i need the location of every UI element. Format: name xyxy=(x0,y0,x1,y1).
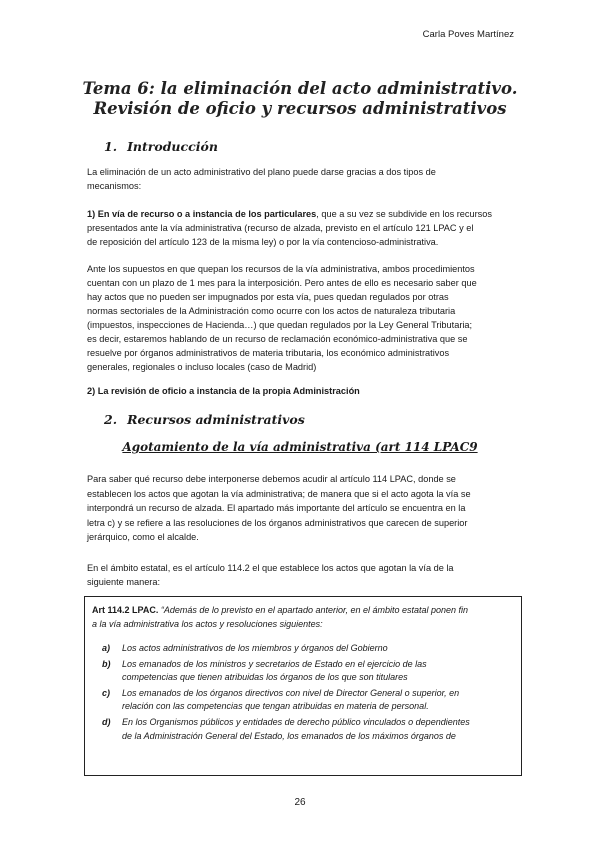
section-1-title: Introducción xyxy=(127,139,218,154)
item-text: competencias que tienen atribuidas los órganos de los que son titulares xyxy=(122,672,408,683)
text-line: En el ámbito estatal, es el artículo 114.2 el que establece los actos que agotan la vía de la xyxy=(87,563,454,573)
text-line: presentados ante la vía administrativa (recurso de alzada, previsto en el artículo 121 LPAC y el xyxy=(87,223,474,233)
item-text: relación con las competencias que tengan atribuidas en materia de personal. xyxy=(122,701,429,712)
quote-item-list xyxy=(92,642,516,745)
recursos-paragraph xyxy=(87,262,519,374)
article-reference: Art 114.2 LPAC. xyxy=(92,605,159,615)
page-number: 26 xyxy=(294,797,306,808)
list-item xyxy=(92,687,516,714)
text-line: generales, regionales o incluso locales (caso de Madrid) xyxy=(87,362,317,372)
item-marker: a) xyxy=(102,643,111,653)
document-title-line-1: Tema 6: la eliminación del acto administrativo. xyxy=(82,79,518,98)
article-quote-box xyxy=(84,596,522,776)
text-line: (impuestos, inspecciones de Hacienda…) que quedan regulados por la Ley General Tributaria; xyxy=(87,320,473,330)
text-line: normas sectoriales de la Administración como ocurre con los actos de naturaleza tributaria xyxy=(87,306,456,316)
section-2-number: 2. xyxy=(104,412,118,427)
item-text: Los emanados de los órganos directivos con nivel de Director General o superior, en xyxy=(122,687,460,698)
section-1-heading xyxy=(104,139,218,154)
list-item xyxy=(92,642,516,656)
quote-text: “Además de lo previsto en el apartado anterior, en el ámbito estatal ponen fin xyxy=(158,605,469,615)
intro-paragraph xyxy=(87,165,519,193)
text-line: de reposición del artículo 123 de la misma ley) o por la vía contencioso-administrativa. xyxy=(87,237,439,247)
text-line: cuentan con un plazo de 1 mes para la interposición. Pero antes de ello es necesario saber que xyxy=(87,278,477,288)
item-marker: d) xyxy=(102,716,111,727)
section-1-number: 1. xyxy=(104,139,118,154)
text-line: jerárquico, como el alcalde. xyxy=(87,532,199,543)
item-text: Los emanados de los ministros y secretarios de Estado en el ejercicio de las xyxy=(122,658,427,669)
item-marker: c) xyxy=(102,687,111,698)
text-line: mecanismos: xyxy=(87,181,142,191)
quote-intro xyxy=(92,603,516,631)
subsection-heading: Agotamiento de la vía administrativa (art 114 LPAC9 xyxy=(122,440,478,454)
point-1-text: , que a su vez se subdivide en los recursos xyxy=(316,209,492,219)
text-line: establecen los actos que agotan la vía administrativa; de manera que si el acto agota la vía se xyxy=(87,488,471,499)
text-line: Ante los supuestos en que quepan los recursos de la vía administrativa, ambos procedimientos xyxy=(87,264,475,274)
text-line: Para saber qué recurso debe interponerse debemos acudir al artículo 114 LPAC, donde se xyxy=(87,474,456,484)
item-text: En los Organismos públicos y entidades de derecho público vinculados o dependientes xyxy=(122,716,470,727)
text-line: siguiente manera: xyxy=(87,577,161,587)
point-2-bold: 2) La revisión de oficio a instancia de la propia Administración xyxy=(87,386,360,396)
point-2-paragraph xyxy=(87,384,519,398)
section-2-title: Recursos administrativos xyxy=(127,412,305,427)
list-item xyxy=(92,658,516,685)
text-line: La eliminación de un acto administrativo del plano puede darse gracias a dos tipos de xyxy=(87,167,436,177)
point-1-paragraph xyxy=(87,207,519,249)
text-line: es decir, estaremos hablando de un recurso de reclamación económico-administrativa que se xyxy=(87,334,468,344)
text-line: interpondrá un recurso de alzada. El apartado más importante del artículo se encuentra en la xyxy=(87,503,466,514)
author-header: Carla Poves Martínez xyxy=(422,29,514,40)
text-line: hay actos que no pueden ser impugnados por esta vía, pues quedan regulados por otras xyxy=(87,292,449,302)
item-text: de la Administración General del Estado, los emanados de los máximos órganos de xyxy=(122,730,456,741)
item-text: Los actos administrativos de los miembros y órganos del Gobierno xyxy=(122,643,388,653)
text-line: letra c) y se refiere a las resoluciones de los órganos administrativos que carecen de superior xyxy=(87,517,468,528)
quote-text: a la vía administrativa los actos y resoluciones siguientes: xyxy=(92,619,323,629)
text-line: resuelve por órganos administrativos de materia tributaria, los económico administrativos xyxy=(87,348,450,358)
section-2-heading xyxy=(104,412,305,427)
list-item xyxy=(92,716,516,743)
ambito-estatal-paragraph xyxy=(87,561,519,589)
point-1-bold: 1) En vía de recurso o a instancia de los particulares xyxy=(87,209,317,219)
item-marker: b) xyxy=(102,658,111,669)
agotamiento-paragraph xyxy=(87,472,519,545)
document-title-line-2: Revisión de oficio y recursos administrativos xyxy=(93,99,507,118)
